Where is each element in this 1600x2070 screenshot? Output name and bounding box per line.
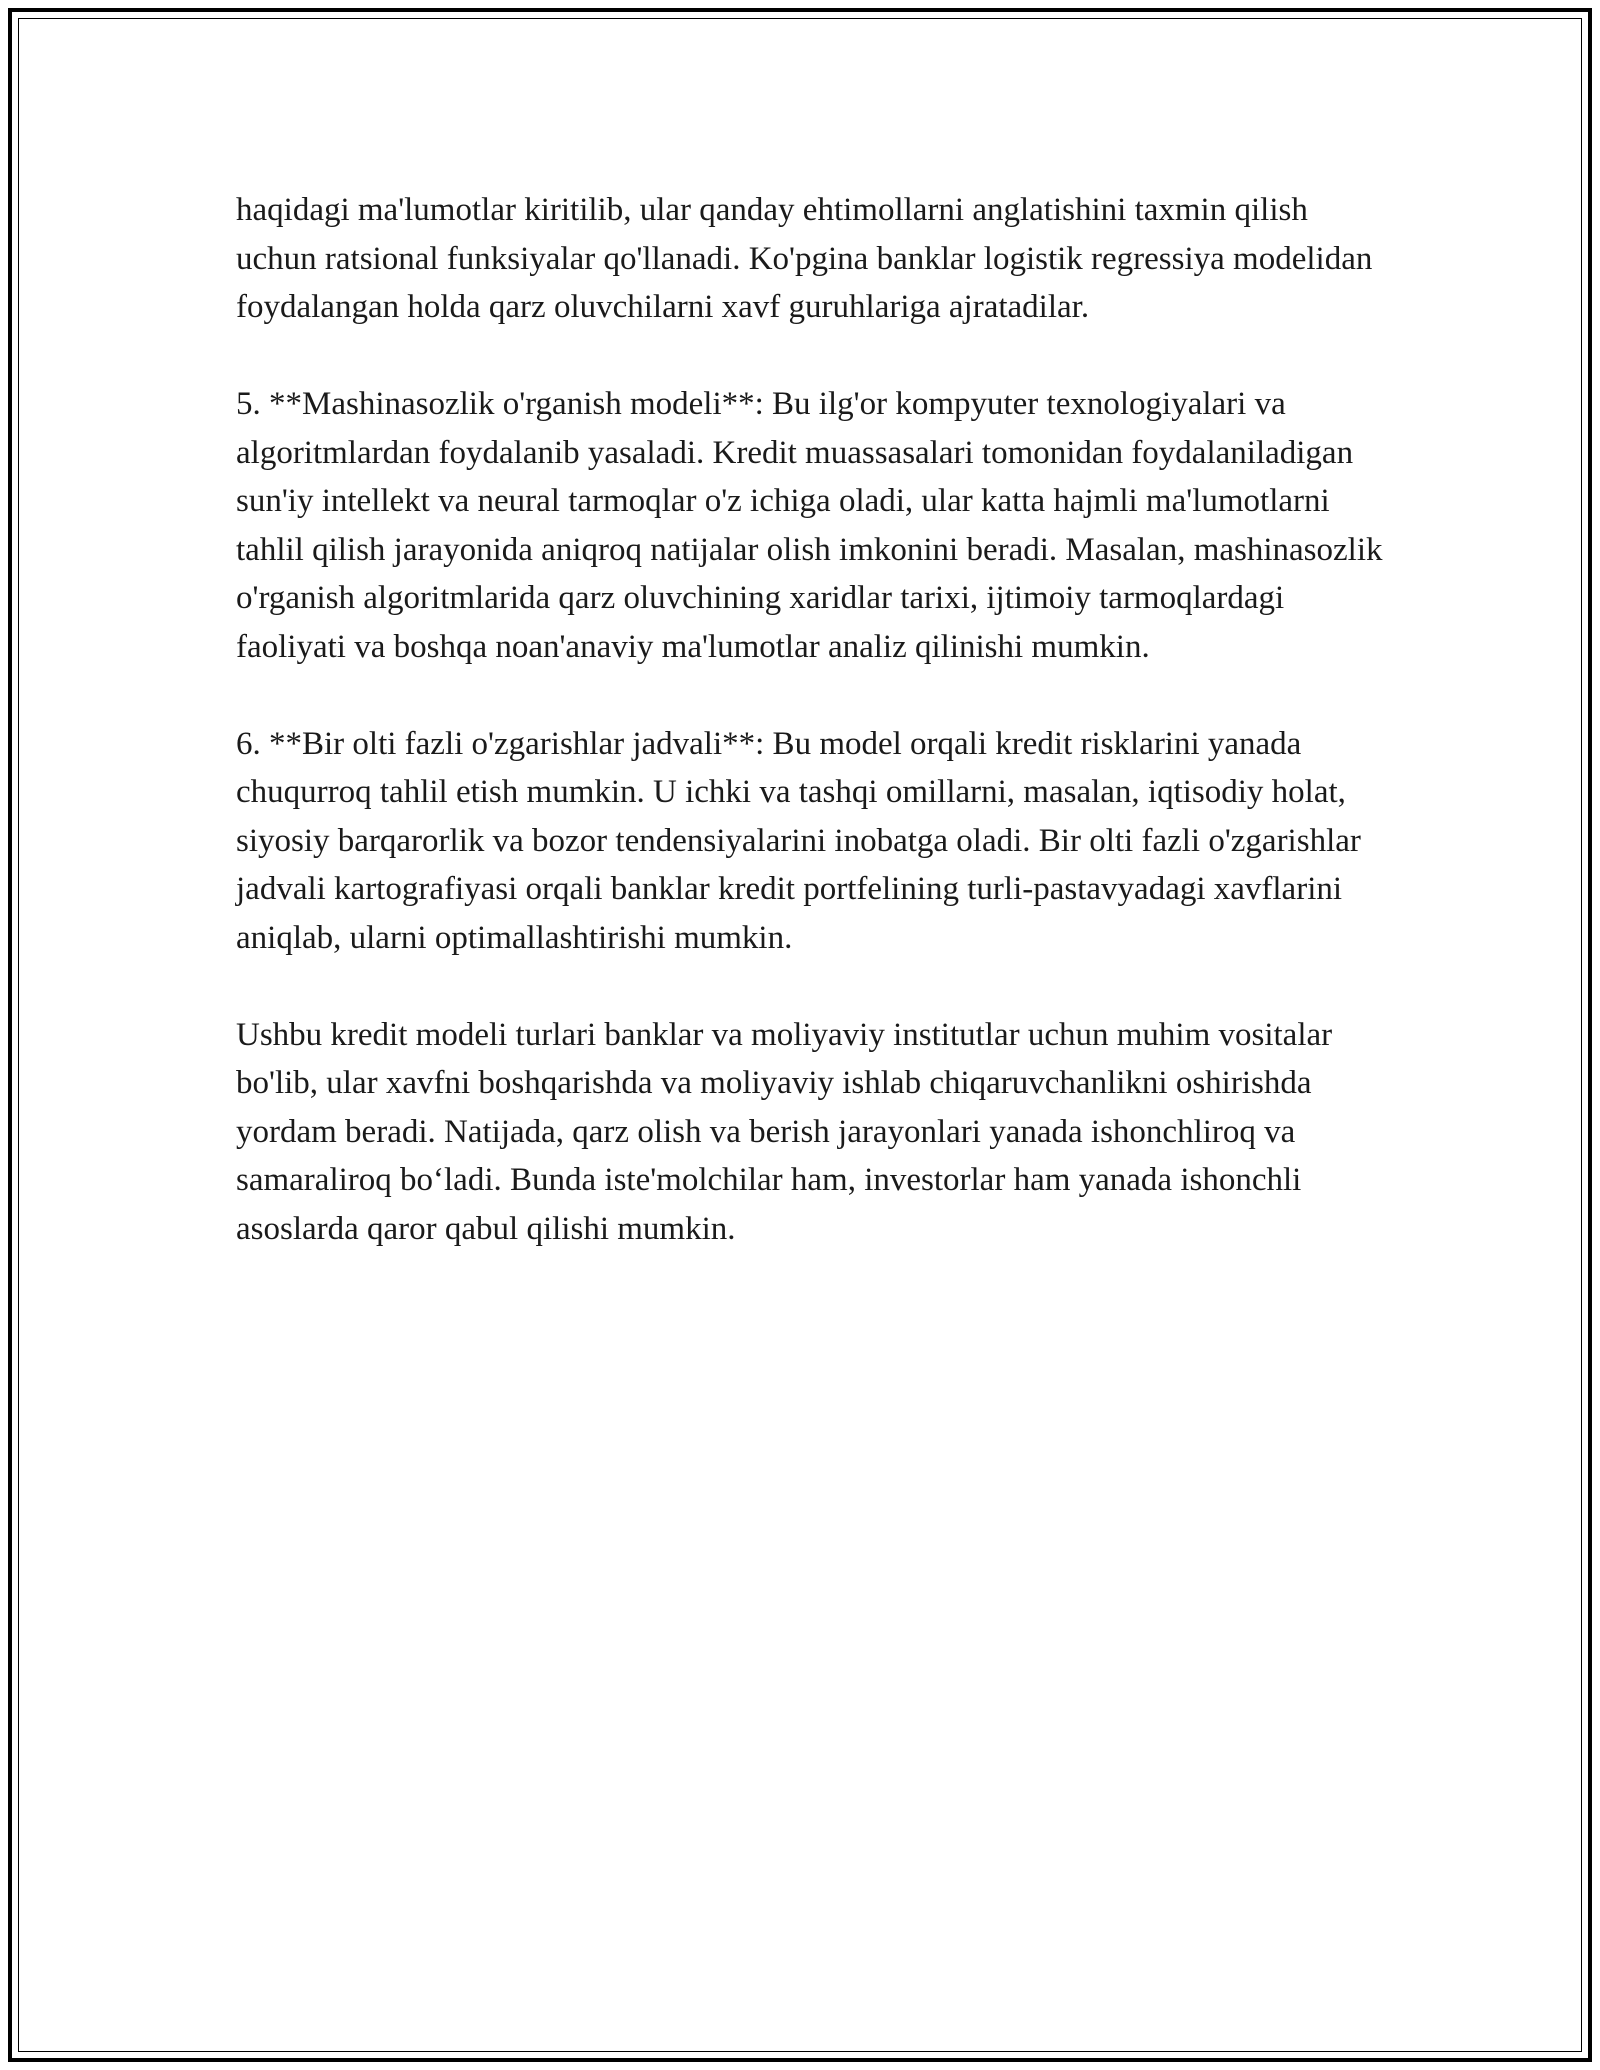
document-body: [236, 186, 1386, 1302]
paragraph-machine-learning-model: 5. **Mashinasozlik o'rganish modeli**: Bu ilg'or kompyuter texnologiyalari va algoritmlardan foydalanib yasaladi. Kredit muassasalari tomonidan foydalaniladigan sun'iy intellekt va neural tarmoqlar o'z ichiga oladi, ular katta hajmli ma'lumotlarni tahlil qilish jarayonida aniqroq natijalar olish imkonini beradi. Masalan, mashinasozlik o'rganish algoritmlarida qarz oluvchining xaridlar tarixi, ijtimoiy tarmoqlardagi faoliyati va boshqa noan'anaviy ma'lumotlar analiz qilinishi mumkin.: [236, 386, 1383, 665]
paragraph-conclusion: Ushbu kredit modeli turlari banklar va moliyaviy institutlar uchun muhim vositalar bo'lib, ular xavfni boshqarishda va moliyaviy ishlab chiqaruvchanlikni oshirishda yordam beradi. Natijada, qarz olish va berish jarayonlari yanada ishonchliroq va samaraliroq bo‘ladi. Bunda iste'molchilar ham, investorlar ham yanada ishonchli asoslarda qaror qabul qilishi mumkin.: [236, 1016, 1333, 1247]
paragraph-continuation: haqidagi ma'lumotlar kiritilib, ular qanday ehtimollarni anglatishini taxmin qilish uchun ratsional funksiyalar qo'llanadi. Ko'pgina banklar logistik regressiya modelidan foydalangan holda qarz oluvchilarni xavf guruhlariga ajratadilar.: [236, 192, 1373, 325]
paragraph-phase-change-table: 6. **Bir olti fazli o'zgarishlar jadvali**: Bu model orqali kredit risklarini yanada chuqurroq tahlil etish mumkin. U ichki va tashqi omillarni, masalan, iqtisodiy holat, siyosiy barqarorlik va bozor tendensiyalarini inobatga oladi. Bir olti fazli o'zgarishlar jadvali kartografiyasi orqali banklar kredit portfelining turli-pastavyadagi xavflarini aniqlab, ularni optimallashtirishi mumkin.: [236, 725, 1361, 956]
